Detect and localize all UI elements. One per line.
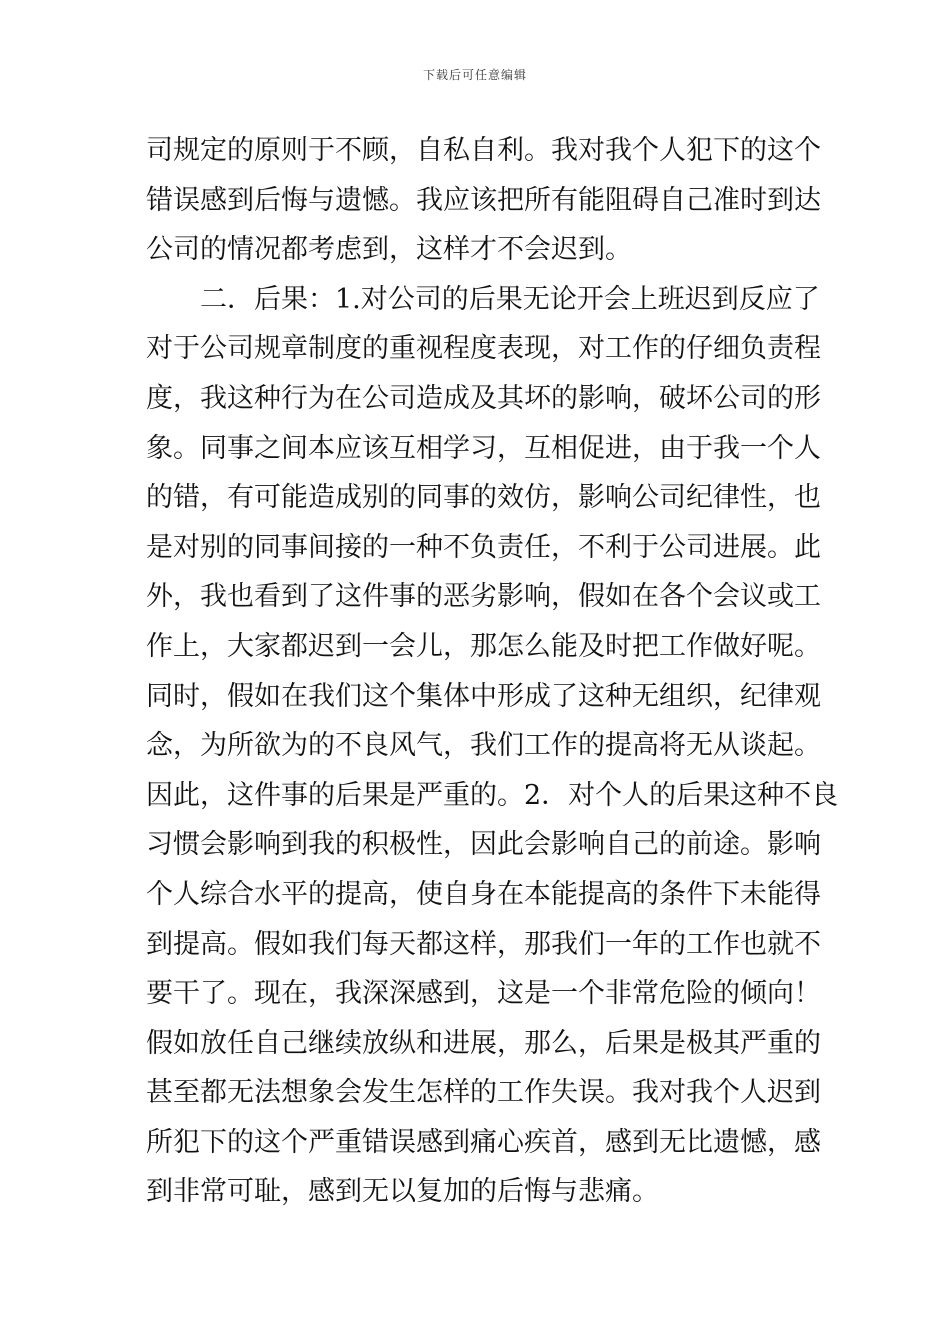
text-line: 外，我也看到了这件事的恶劣影响，假如在各个会议或工 xyxy=(146,581,821,613)
text-line: 到非常可耻，感到无以复加的后悔与悲痛。 xyxy=(146,1176,659,1208)
header-note: 下载后可任意编辑 xyxy=(422,68,527,82)
text-line: 象。同事之间本应该互相学习，互相促进，由于我一个人 xyxy=(146,432,821,464)
text-line: 要干了。现在，我深深感到，这是一个非常危险的倾向！ xyxy=(146,978,821,1010)
text-line: 念，为所欲为的不良风气，我们工作的提高将无从谈起。 xyxy=(146,730,821,762)
text-line: 度，我这种行为在公司造成及其坏的影响，破坏公司的形 xyxy=(146,382,821,414)
body-text xyxy=(146,126,839,1217)
text-line: 司规定的原则于不顾，自私自利。我对我个人犯下的这个 xyxy=(146,135,821,166)
text-line-paragraph-start: 二．后果：1.对公司的后果无论开会上班迟到反应了 xyxy=(200,283,820,315)
text-line: 公司的情况都考虑到，这样才不会迟到。 xyxy=(146,234,632,266)
text-line: 假如放任自己继续放纵和进展，那么，后果是极其严重的 xyxy=(146,1027,821,1059)
text-line: 作上，大家都迟到一会儿，那怎么能及时把工作做好呢。 xyxy=(146,630,821,662)
text-line: 的错，有可能造成别的同事的效仿，影响公司纪律性，也 xyxy=(146,482,821,514)
text-line: 到提高。假如我们每天都这样，那我们一年的工作也就不 xyxy=(146,928,821,960)
text-line: 因此，这件事的后果是严重的。2．对个人的后果这种不良 xyxy=(146,779,839,811)
text-line: 是对别的同事间接的一种不负责任，不利于公司进展。此 xyxy=(146,531,821,563)
text-line: 甚至都无法想象会发生怎样的工作失误。我对我个人迟到 xyxy=(146,1077,821,1109)
text-line: 对于公司规章制度的重视程度表现，对工作的仔细负责程 xyxy=(146,333,821,365)
text-line: 错误感到后悔与遗憾。我应该把所有能阻碍自己准时到达 xyxy=(146,184,821,216)
text-line: 习惯会影响到我的积极性，因此会影响自己的前途。影响 xyxy=(146,829,821,861)
text-line: 个人综合水平的提高，使自身在本能提高的条件下未能得 xyxy=(146,878,821,910)
text-line: 同时，假如在我们这个集体中形成了这种无组织，纪律观 xyxy=(146,680,821,712)
text-line: 所犯下的这个严重错误感到痛心疾首，感到无比遗憾，感 xyxy=(146,1126,821,1158)
